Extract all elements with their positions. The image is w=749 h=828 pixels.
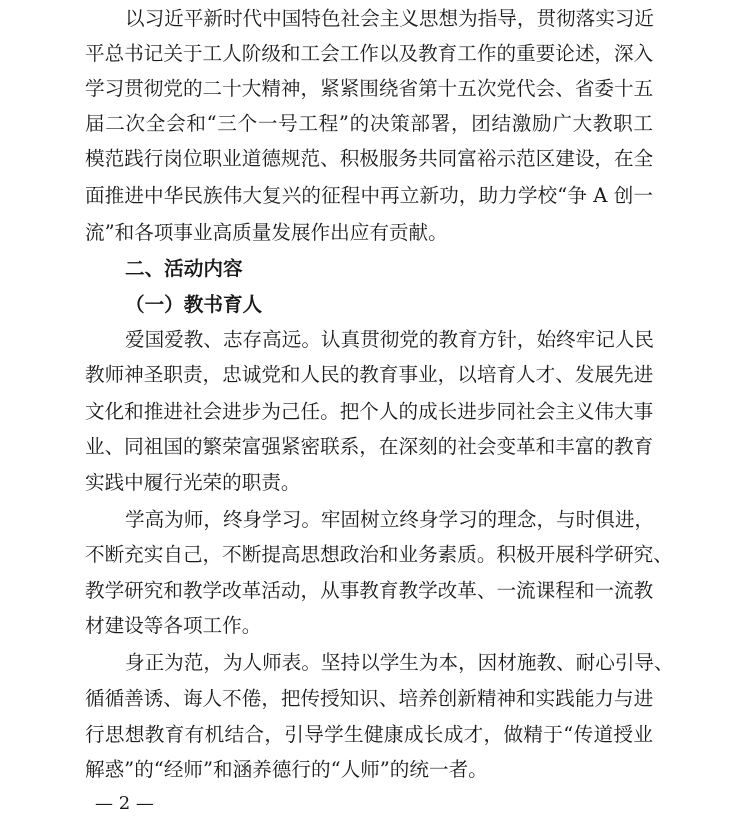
para1-line-5: 实践中履行光荣的职责。 [85,471,301,494]
para1-line-4: 业、同祖国的繁荣富强紧密联系，在深刻的社会变革和丰富的教育 [85,435,654,458]
section-heading: 二、活动内容 [125,257,243,280]
para2-line-4: 材建设等各项工作。 [85,614,262,637]
para1-line-1: 爱国爱教、志存高远。认真贯彻党的教育方针，始终牢记人民 [125,328,655,351]
para2-line-1: 学高为师，终身学习。牢固树立终身学习的理念，与时俱进， [125,508,655,531]
para3-line-4: 解惑”的“经师”和涵养德行的“人师”的统一者。 [85,758,488,781]
intro-line-3: 学习贯彻党的二十大精神，紧紧围绕省第十五次党代会、省委十五 [85,77,654,100]
intro-line-5: 模范践行岗位职业道德规范、积极服务共同富裕示范区建设，在全 [85,147,654,170]
intro-line-2: 平总书记关于工人阶级和工会工作以及教育工作的重要论述，深入 [85,42,654,65]
para1-line-2: 教师神圣职责，忠诚党和人民的教育事业，以培育人才、发展先进 [85,363,654,386]
para3-line-2: 循循善诱、诲人不倦，把传授知识、培养创新精神和实践能力与进 [85,687,654,710]
intro-line-7: 流”和各项事业高质量发展作出应有贡献。 [85,221,448,244]
intro-line-6: 面推进中华民族伟大复兴的征程中再立新功，助力学校“争 A 创一 [85,184,653,207]
para2-line-3: 教学研究和教学改革活动，从事教育教学改革、一流课程和一流教 [85,579,654,602]
para3-line-1: 身正为范，为人师表。坚持以学生为本，因材施教、耐心引导、 [125,651,674,674]
subsection-heading: （一）教书育人 [125,293,263,316]
para3-line-3: 行思想教育有机结合，引导学生健康成长成才，做精于“传道授业 [85,723,653,746]
page-number: — 2 — [95,793,154,814]
intro-line-4: 届二次全会和“三个一号工程”的决策部署，团结激励广大教职工 [85,112,653,135]
para1-line-3: 文化和推进社会进步为己任。把个人的成长进步同社会主义伟大事 [85,400,654,423]
para2-line-2: 不断充实自己，不断提高思想政治和业务素质。积极开展科学研究、 [85,543,673,566]
intro-line-1: 以习近平新时代中国特色社会主义思想为指导，贯彻落实习近 [125,7,655,30]
